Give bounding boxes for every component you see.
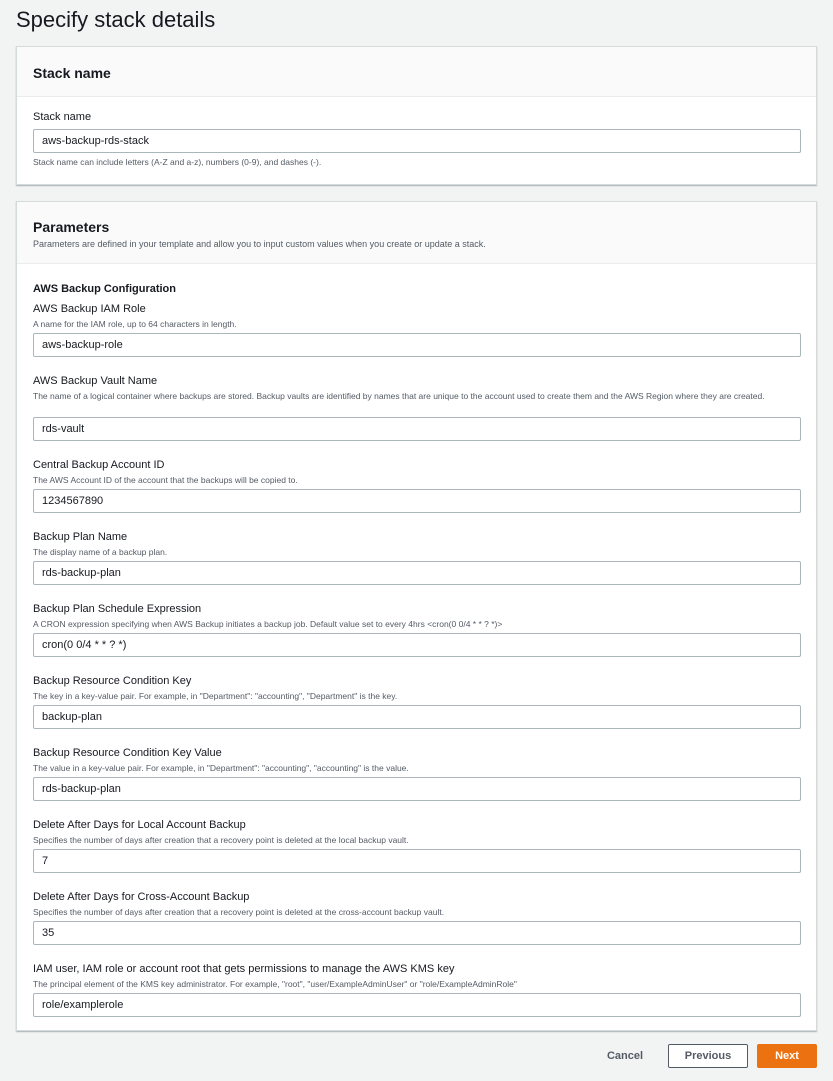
field-label: Delete After Days for Local Account Backup (33, 819, 246, 831)
field-iam-role (33, 302, 237, 330)
stack-name-hint: Stack name can include letters (A-Z and a-z), numbers (0-9), and dashes (-). (33, 157, 322, 167)
field-description: The key in a key-value pair. For example, in "Department": "accounting", "Department" is the key. (33, 691, 398, 701)
field-description: Specifies the number of days after creation that a recovery point is deleted at the cross-account backup vault. (33, 907, 445, 917)
field-label: Central Backup Account ID (33, 459, 165, 471)
field-vault-name (33, 374, 801, 402)
previous-button[interactable]: Previous (668, 1044, 748, 1068)
field-label: IAM user, IAM role or account root that gets permissions to manage the AWS KMS key (33, 963, 455, 975)
kms-key-admin-input[interactable] (33, 993, 801, 1017)
vault-name-input[interactable] (33, 417, 801, 441)
iam-role-input[interactable] (33, 333, 801, 357)
field-label: AWS Backup Vault Name (33, 375, 158, 387)
field-schedule-expression (33, 602, 502, 630)
cross-account-delete-days-input[interactable] (33, 921, 801, 945)
condition-key-value-input[interactable] (33, 777, 801, 801)
stack-name-input[interactable] (33, 129, 801, 153)
cancel-button[interactable]: Cancel (596, 1044, 654, 1068)
field-label: Delete After Days for Cross-Account Backup (33, 891, 250, 903)
stack-name-panel-header (17, 47, 816, 97)
field-label: AWS Backup IAM Role (33, 303, 146, 315)
stack-name-panel-title: Stack name (33, 65, 111, 81)
field-description: The value in a key-value pair. For example, in "Department": "accounting", "accounting" is the value. (33, 763, 409, 773)
condition-key-input[interactable] (33, 705, 801, 729)
field-description: Specifies the number of days after creation that a recovery point is deleted at the local backup vault. (33, 835, 409, 845)
field-central-account-id (33, 458, 298, 486)
stack-name-panel (16, 46, 817, 185)
schedule-expression-input[interactable] (33, 633, 801, 657)
aws-backup-configuration-heading: AWS Backup Configuration (33, 283, 176, 295)
field-label: Backup Resource Condition Key (33, 675, 192, 687)
field-condition-key (33, 674, 397, 702)
field-description: The principal element of the KMS key administrator. For example, "root", "user/ExampleAdminUser" or "role/ExampleAdminRole" (33, 979, 517, 989)
field-label: Backup Plan Name (33, 531, 128, 543)
parameters-panel-description: Parameters are defined in your template and allow you to input custom values when you create or update a stack. (33, 239, 486, 249)
field-backup-plan-name (33, 530, 167, 558)
next-button[interactable]: Next (757, 1044, 817, 1068)
field-kms-key-admin (33, 962, 801, 990)
local-delete-days-input[interactable] (33, 849, 801, 873)
field-description: A CRON expression specifying when AWS Backup initiates a backup job. Default value set to every 4hrs <cron(0 0/4 * * ? *)> (33, 619, 503, 629)
field-description: The name of a logical container where backups are stored. Backup vaults are identified by names that are unique to the account used to create them and the AWS Region where they are created. (33, 391, 765, 401)
field-description: The AWS Account ID of the account that the backups will be copied to. (33, 475, 298, 485)
field-cross-account-delete-days (33, 890, 444, 918)
parameters-panel-title: Parameters (33, 219, 110, 235)
stack-name-label: Stack name (33, 111, 92, 123)
field-description: The display name of a backup plan. (33, 547, 168, 557)
field-description: A name for the IAM role, up to 64 characters in length. (33, 319, 237, 329)
field-label: Backup Plan Schedule Expression (33, 603, 202, 615)
backup-plan-name-input[interactable] (33, 561, 801, 585)
page-title: Specify stack details (16, 7, 216, 32)
field-condition-key-value (33, 746, 409, 774)
parameters-panel (16, 201, 817, 1031)
parameters-panel-header (17, 202, 816, 264)
field-label: Backup Resource Condition Key Value (33, 747, 222, 759)
central-account-id-input[interactable] (33, 489, 801, 513)
field-local-delete-days (33, 818, 409, 846)
